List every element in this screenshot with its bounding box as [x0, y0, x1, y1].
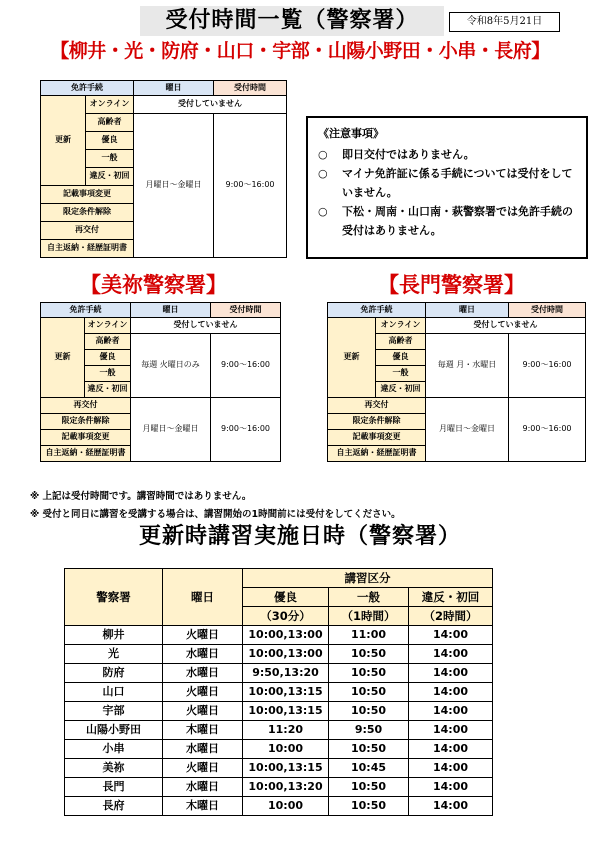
notice-item — [318, 202, 576, 240]
date-box: 令和8年5月21日 — [449, 12, 560, 32]
cell: 9:50,13:20 — [243, 664, 329, 683]
cell: 14:00 — [409, 721, 493, 740]
other-hours-cell: 9:00～16:00 — [509, 398, 586, 462]
cell: 水曜日 — [163, 645, 243, 664]
cell: 長門 — [65, 778, 163, 797]
cell: 火曜日 — [163, 683, 243, 702]
cell: 美祢 — [65, 759, 163, 778]
col-header-day: 曜日 — [134, 81, 214, 96]
cell: 光 — [65, 645, 163, 664]
category-name: 優良 — [243, 588, 329, 607]
cell: 10:50 — [329, 683, 409, 702]
hours-cell: 9:00～16:00 — [214, 114, 287, 258]
cell: 10:00,13:15 — [243, 759, 329, 778]
table-row — [65, 740, 493, 759]
renewal-hours-cell: 9:00～16:00 — [509, 334, 586, 398]
renewal-type: 高齢者 — [85, 334, 131, 350]
cell: 9:50 — [329, 721, 409, 740]
renewal-type: 高齢者 — [376, 334, 426, 350]
table-row — [65, 664, 493, 683]
renewal-days-cell: 毎週 月・水曜日 — [426, 334, 509, 398]
cell: 10:00 — [243, 797, 329, 816]
cell: 10:50 — [329, 778, 409, 797]
renewal-type: 高齢者 — [86, 114, 134, 132]
renewal-type: 一般 — [86, 150, 134, 168]
table-row — [65, 759, 493, 778]
table-row — [65, 797, 493, 816]
other-days-cell: 月曜日～金曜日 — [426, 398, 509, 462]
cell: 10:00,13:15 — [243, 702, 329, 721]
cell: 14:00 — [409, 664, 493, 683]
col-header-hours: 受付時間 — [509, 303, 586, 318]
circle-bullet-icon: ○ — [318, 205, 328, 218]
table-row — [65, 626, 493, 645]
category-duration: （1時間） — [329, 607, 409, 626]
renewal-type: 優良 — [86, 132, 134, 150]
footnote: ※ 受付と同日に講習を受講する場合は、講習開始の1時間前には受付をしてください。 — [30, 509, 401, 520]
cell: 山口 — [65, 683, 163, 702]
cell: 14:00 — [409, 683, 493, 702]
col-header-hours: 受付時間 — [214, 81, 287, 96]
online-label: オンライン — [85, 318, 131, 334]
cell: 10:50 — [329, 702, 409, 721]
cell: 水曜日 — [163, 740, 243, 759]
notice-box — [306, 116, 588, 259]
col-header-day: 曜日 — [163, 569, 243, 626]
mine-heading: 【美祢警察署】 — [80, 273, 227, 297]
main-reception-table — [40, 80, 287, 258]
online-label: オンライン — [376, 318, 426, 334]
notice-item — [318, 145, 576, 164]
nagato-reception-table — [327, 302, 586, 462]
cell: 10:50 — [329, 740, 409, 759]
category-duration: （30分） — [243, 607, 329, 626]
days-cell: 月曜日～金曜日 — [134, 114, 214, 258]
cell: 火曜日 — [163, 702, 243, 721]
circle-bullet-icon: ○ — [318, 167, 328, 180]
procedure-item: 再交付 — [41, 398, 131, 414]
cell: 火曜日 — [163, 626, 243, 645]
footnote: ※ 上記は受付時間です。講習時間ではありません。 — [30, 491, 252, 502]
cell: 14:00 — [409, 645, 493, 664]
lecture-schedule-table — [64, 568, 493, 816]
cell: 14:00 — [409, 778, 493, 797]
cell: 木曜日 — [163, 797, 243, 816]
cell: 10:50 — [329, 664, 409, 683]
cell: 水曜日 — [163, 664, 243, 683]
cell: 10:45 — [329, 759, 409, 778]
cell: 14:00 — [409, 626, 493, 645]
renewal-type: 優良 — [85, 350, 131, 366]
cell: 10:00,13:20 — [243, 778, 329, 797]
other-days-cell: 月曜日～金曜日 — [131, 398, 211, 462]
renewal-type: 一般 — [85, 366, 131, 382]
online-label: オンライン — [86, 96, 134, 114]
col-header-procedure: 免許手続 — [328, 303, 426, 318]
cell: 14:00 — [409, 797, 493, 816]
col-header-category-group: 講習区分 — [243, 569, 493, 588]
renewal-days-cell: 毎週 火曜日のみ — [131, 334, 211, 398]
cell: 柳井 — [65, 626, 163, 645]
category-name: 一般 — [329, 588, 409, 607]
lecture-title: 更新時講習実施日時（警察署） — [138, 524, 461, 549]
col-header-procedure: 免許手続 — [41, 303, 131, 318]
renewal-type: 違反・初回 — [86, 168, 134, 186]
cell: 10:00,13:00 — [243, 645, 329, 664]
cell: 山陽小野田 — [65, 721, 163, 740]
cell: 11:00 — [329, 626, 409, 645]
cell: 10:00,13:15 — [243, 683, 329, 702]
renewal-hours-cell: 9:00～16:00 — [211, 334, 281, 398]
cell: 木曜日 — [163, 721, 243, 740]
renewal-type: 違反・初回 — [85, 382, 131, 398]
procedure-item: 記載事項変更 — [41, 186, 134, 204]
col-header-procedure: 免許手続 — [41, 81, 134, 96]
table-row — [65, 721, 493, 740]
procedure-item: 自主返納・経歴証明書 — [328, 446, 426, 462]
procedure-item: 限定条件解除 — [328, 414, 426, 430]
col-header-day: 曜日 — [426, 303, 509, 318]
cell: 10:50 — [329, 797, 409, 816]
procedure-item: 自主返納・経歴証明書 — [41, 240, 134, 258]
col-header-station: 警察署 — [65, 569, 163, 626]
online-status: 受付していません — [426, 318, 586, 334]
cell: 水曜日 — [163, 778, 243, 797]
procedure-item: 記載事項変更 — [41, 430, 131, 446]
notice-text: 即日交付ではありません。 — [342, 148, 475, 161]
table-row — [65, 702, 493, 721]
col-header-hours: 受付時間 — [211, 303, 281, 318]
procedure-item: 記載事項変更 — [328, 430, 426, 446]
cell: 10:00,13:00 — [243, 626, 329, 645]
cell: 長府 — [65, 797, 163, 816]
cell: 10:00 — [243, 740, 329, 759]
category-name: 違反・初回 — [409, 588, 493, 607]
renewal-type: 一般 — [376, 366, 426, 382]
category-duration: （2時間） — [409, 607, 493, 626]
renewal-label: 更新 — [41, 318, 85, 398]
procedure-item: 再交付 — [328, 398, 426, 414]
notice-text: 下松・周南・山口南・萩警察署では免許手続の受付はありません。 — [342, 205, 573, 237]
cell: 防府 — [65, 664, 163, 683]
cell: 宇部 — [65, 702, 163, 721]
nagato-heading: 【長門警察署】 — [378, 273, 525, 297]
table-row — [65, 645, 493, 664]
renewal-type: 優良 — [376, 350, 426, 366]
online-status: 受付していません — [131, 318, 281, 334]
stations-heading: 【柳井・光・防府・山口・宇部・山陽小野田・小串・長府】 — [50, 40, 550, 62]
other-hours-cell: 9:00～16:00 — [211, 398, 281, 462]
mine-reception-table — [40, 302, 281, 462]
renewal-label: 更新 — [41, 96, 86, 186]
procedure-item: 限定条件解除 — [41, 204, 134, 222]
cell: 14:00 — [409, 740, 493, 759]
renewal-type: 違反・初回 — [376, 382, 426, 398]
notice-title: 《注意事項》 — [318, 127, 384, 140]
cell: 11:20 — [243, 721, 329, 740]
procedure-item: 限定条件解除 — [41, 414, 131, 430]
col-header-day: 曜日 — [131, 303, 211, 318]
cell: 14:00 — [409, 702, 493, 721]
notice-text: マイナ免許証に係る手続については受付をしていません。 — [342, 167, 573, 199]
page-title: 受付時間一覧（警察署） — [140, 6, 444, 36]
cell: 14:00 — [409, 759, 493, 778]
cell: 小串 — [65, 740, 163, 759]
renewal-label: 更新 — [328, 318, 376, 398]
procedure-item: 自主返納・経歴証明書 — [41, 446, 131, 462]
table-row — [65, 683, 493, 702]
cell: 10:50 — [329, 645, 409, 664]
cell: 火曜日 — [163, 759, 243, 778]
notice-item — [318, 164, 576, 202]
online-status: 受付していません — [134, 96, 287, 114]
procedure-item: 再交付 — [41, 222, 134, 240]
circle-bullet-icon: ○ — [318, 148, 328, 161]
table-row — [65, 778, 493, 797]
